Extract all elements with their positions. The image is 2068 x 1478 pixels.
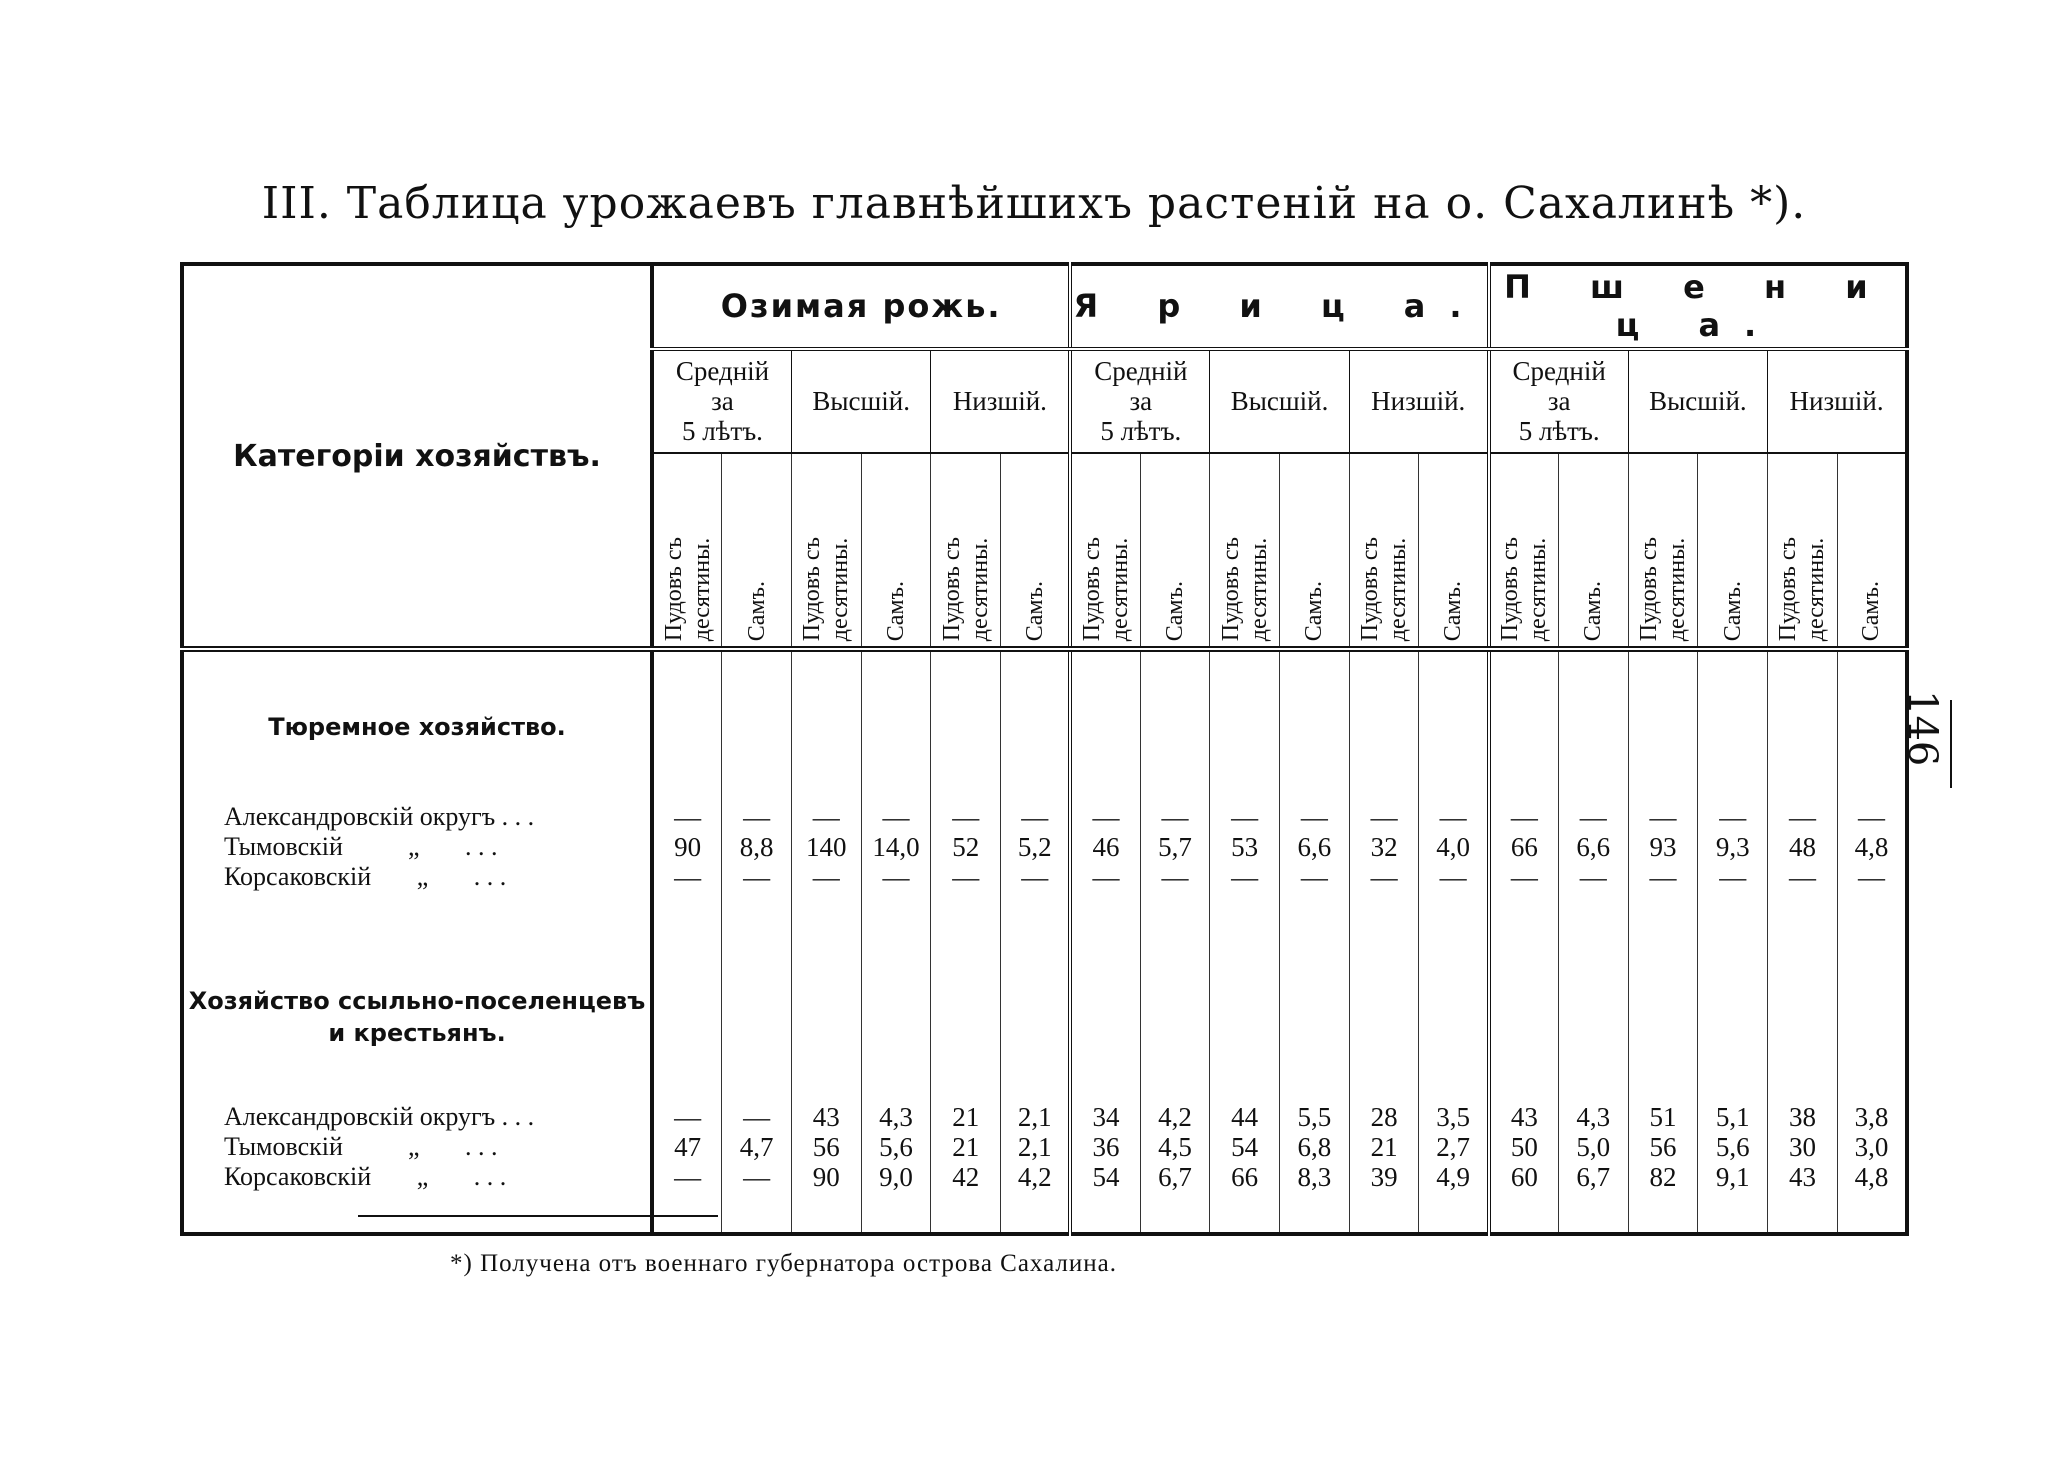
sub-header: Среднiй за 5 лѣтъ. [1489,349,1628,453]
table-cell: 21 [931,1102,1001,1132]
table-cell: — [1837,862,1907,892]
empty-cell [1558,892,1628,932]
empty-cell [791,1192,861,1234]
table-cell: 66 [1489,832,1559,862]
table-cell: 32 [1349,832,1419,862]
table-cell: 4,0 [1419,832,1489,862]
empty-cell [1628,932,1698,1102]
measure-header-poods [1210,453,1280,649]
table-cell: 4,3 [1558,1102,1628,1132]
table-cell: 4,8 [1837,1162,1907,1192]
empty-cell [1140,649,1210,802]
spacer-cell [182,892,652,932]
spacer-cell [182,1192,652,1234]
table-cell: — [1489,802,1559,832]
table-cell: — [1001,802,1071,832]
measure-header-label: Пудовъ съ десятины. [1775,536,1830,641]
table-cell: 44 [1210,1102,1280,1132]
measure-header-label: Пудовъ съ десятины. [1357,536,1412,641]
table-cell: — [931,862,1001,892]
empty-cell [791,932,861,1102]
empty-cell [1698,1192,1768,1234]
table-cell: — [931,802,1001,832]
table-cell: 6,6 [1280,832,1350,862]
empty-cell [1489,1192,1559,1234]
measure-header-sam [1558,453,1628,649]
table-cell: 60 [1489,1162,1559,1192]
table-cell: — [1628,862,1698,892]
sub-header: Высшiй. [791,349,930,453]
table-cell: — [1210,862,1280,892]
empty-cell [861,932,931,1102]
empty-cell [1140,892,1210,932]
empty-cell [1280,649,1350,802]
section-label-row [182,932,1907,1102]
empty-cell [722,649,792,802]
measure-header-poods [931,453,1001,649]
empty-cell [861,1192,931,1234]
empty-cell [1349,1192,1419,1234]
empty-cell [1698,649,1768,802]
table-cell: 47 [652,1132,722,1162]
measure-header-poods [791,453,861,649]
table-cell: 82 [1628,1162,1698,1192]
measure-header-sam [1837,453,1907,649]
empty-cell [1419,892,1489,932]
table-cell: 9,0 [861,1162,931,1192]
table-cell: — [1070,802,1140,832]
table-cell: — [1768,862,1838,892]
table-cell: — [652,862,722,892]
table-cell: 54 [1070,1162,1140,1192]
measure-header-label: Самъ. [1719,580,1746,641]
table-cell: 4,7 [722,1132,792,1162]
table-cell: — [1698,802,1768,832]
table-cell: 51 [1628,1102,1698,1132]
row-label: Александровскiй округъ . . . [224,1102,535,1131]
table-cell: 56 [1628,1132,1698,1162]
empty-cell [1349,892,1419,932]
table-cell: 5,1 [1698,1102,1768,1132]
table-cell: — [1001,862,1071,892]
table-cell: 38 [1768,1102,1838,1132]
table-cell: — [652,802,722,832]
table-cell: 5,0 [1558,1132,1628,1162]
measure-header-label: Самъ. [883,580,910,641]
table-cell: 43 [1768,1162,1838,1192]
empty-cell [931,932,1001,1102]
table-row [182,802,1907,832]
table-cell: 14,0 [861,832,931,862]
table-cell: 3,5 [1419,1102,1489,1132]
category-header: Категорiи хозяйствъ. [182,264,652,649]
spacer-row [182,892,1907,932]
table-cell: — [652,1162,722,1192]
empty-cell [652,649,722,802]
table-title: III. Таблица урожаевъ главнѣйшихъ растенiй на о. Сахалинѣ *). [261,178,1807,229]
empty-cell [1140,1192,1210,1234]
measure-header-label: Пудовъ съ десятины. [1217,536,1272,641]
table-cell: 56 [791,1132,861,1162]
table-cell: 4,8 [1837,832,1907,862]
empty-cell [1558,1192,1628,1234]
table-cell: 6,8 [1280,1132,1350,1162]
table-cell: 5,6 [1698,1132,1768,1162]
table-cell: — [722,862,792,892]
empty-cell [1489,892,1559,932]
empty-cell [1070,932,1140,1102]
empty-cell [1070,1192,1140,1234]
table-cell: — [1140,862,1210,892]
table-row [182,832,1907,862]
table-cell: 9,3 [1698,832,1768,862]
table-cell: — [1419,802,1489,832]
section-label: Хозяйство ссыльно-поселенцевъ и крестьянъ. [188,987,646,1047]
empty-cell [1001,649,1071,802]
empty-cell [791,649,861,802]
empty-cell [1210,649,1280,802]
measure-header-label: Пудовъ съ десятины. [1078,536,1133,641]
table-cell: — [652,1102,722,1132]
empty-cell [1628,892,1698,932]
section-label: Тюремное хозяйство. [268,713,566,741]
table-cell: 53 [1210,832,1280,862]
empty-cell [1489,932,1559,1102]
row-label: Тымовскiй „ . . . [224,832,498,861]
empty-cell [791,892,861,932]
table-cell: 4,2 [1001,1162,1071,1192]
measure-header-label: Самъ. [1021,580,1048,641]
table-cell: 48 [1768,832,1838,862]
empty-cell [1070,649,1140,802]
crop-header-rye: Озимая рожь. [652,264,1070,349]
measure-header-poods [1070,453,1140,649]
crop-header-wheat: П ш е н и ц а. [1489,264,1907,349]
table-cell: 90 [791,1162,861,1192]
table-cell: 6,7 [1140,1162,1210,1192]
table-cell: 4,2 [1140,1102,1210,1132]
empty-cell [1001,932,1071,1102]
table-cell: 6,6 [1558,832,1628,862]
row-label: Корсаковскiй „ . . . [224,1162,507,1191]
table-row [182,862,1907,892]
table-cell: 5,2 [1001,832,1071,862]
empty-cell [861,892,931,932]
empty-cell [1280,932,1350,1102]
measure-header-label: Пудовъ съ десятины. [1497,536,1552,641]
measure-header-label: Самъ. [1858,580,1885,641]
table-cell: 4,5 [1140,1132,1210,1162]
footnote: *) Получена отъ военнаго губернатора острова Сахалина. [450,1250,1118,1277]
row-label: Корсаковскiй „ . . . [224,862,507,891]
table-cell: 3,0 [1837,1132,1907,1162]
measure-header-label: Пудовъ съ десятины. [660,536,715,641]
empty-cell [931,892,1001,932]
table-cell: 93 [1628,832,1698,862]
measure-header-label: Пудовъ съ десятины. [799,536,854,641]
table-cell: 2,7 [1419,1132,1489,1162]
measure-header-poods [1349,453,1419,649]
table-cell: — [1419,862,1489,892]
empty-cell [1001,892,1071,932]
table-cell: — [791,862,861,892]
footnote-rule [358,1215,718,1217]
table-cell: — [791,802,861,832]
table-cell: — [1280,862,1350,892]
table-cell: — [1140,802,1210,832]
empty-cell [1349,649,1419,802]
row-label: Тымовскiй „ . . . [224,1132,498,1161]
measure-header-sam [1280,453,1350,649]
sub-header: Низшiй. [1349,349,1488,453]
measure-header-sam [1001,453,1071,649]
table-cell: — [1070,862,1140,892]
table-cell: 28 [1349,1102,1419,1132]
measure-header-poods [652,453,722,649]
table-cell: 21 [1349,1132,1419,1162]
empty-cell [1768,892,1838,932]
table-cell: 46 [1070,832,1140,862]
empty-cell [1489,649,1559,802]
sub-header: Среднiй за 5 лѣтъ. [652,349,791,453]
empty-cell [1280,892,1350,932]
empty-cell [1419,1192,1489,1234]
table-cell: — [1489,862,1559,892]
empty-cell [1070,892,1140,932]
table-cell: 34 [1070,1102,1140,1132]
empty-cell [931,1192,1001,1234]
measure-header-label: Самъ. [1161,580,1188,641]
measure-header-label: Самъ. [1580,580,1607,641]
table-cell: 66 [1210,1162,1280,1192]
table-cell: 4,3 [861,1102,931,1132]
empty-cell [1837,649,1907,802]
empty-cell [1628,649,1698,802]
empty-cell [722,892,792,932]
table-cell: 50 [1489,1132,1559,1162]
measure-header-label: Самъ. [1301,580,1328,641]
empty-cell [1558,932,1628,1102]
table-cell: — [722,1162,792,1192]
measure-header-label: Самъ. [743,580,770,641]
empty-cell [1837,892,1907,932]
sub-header: Низшiй. [931,349,1071,453]
measure-header-label: Пудовъ съ десятины. [938,536,993,641]
sub-header: Высшiй. [1628,349,1767,453]
table-cell: 5,5 [1280,1102,1350,1132]
table-cell: 36 [1070,1132,1140,1162]
measure-header-sam [722,453,792,649]
table-cell: 43 [1489,1102,1559,1132]
table-cell: 140 [791,832,861,862]
empty-cell [1210,932,1280,1102]
harvest-table [180,262,1905,1192]
table-cell: — [1349,862,1419,892]
table-cell: 6,7 [1558,1162,1628,1192]
measure-header-sam [1419,453,1489,649]
table-cell: 9,1 [1698,1162,1768,1192]
table-cell: 4,9 [1419,1162,1489,1192]
empty-cell [861,649,931,802]
empty-cell [1210,892,1280,932]
measure-header-label: Самъ. [1440,580,1467,641]
table-cell: 43 [791,1102,861,1132]
table-cell: — [1558,862,1628,892]
table-cell: 21 [931,1132,1001,1162]
empty-cell [652,932,722,1102]
empty-cell [652,892,722,932]
empty-cell [722,1192,792,1234]
table-row [182,1162,1907,1192]
empty-cell [1001,1192,1071,1234]
table-cell: 3,8 [1837,1102,1907,1132]
measure-header-sam [1698,453,1768,649]
table-cell: 42 [931,1162,1001,1192]
measure-header-label: Пудовъ съ десятины. [1636,536,1691,641]
empty-cell [1837,932,1907,1102]
crop-header-spring-wheat: Я р и ц а. [1070,264,1488,349]
empty-cell [1419,649,1489,802]
empty-cell [1558,649,1628,802]
spacer-row [182,1192,1907,1234]
table-row [182,1132,1907,1162]
table-cell: 5,7 [1140,832,1210,862]
table-row [182,1102,1907,1132]
empty-cell [1210,1192,1280,1234]
table-cell: — [1558,802,1628,832]
table-cell: — [1698,862,1768,892]
table-cell: — [722,1102,792,1132]
table-cell: 54 [1210,1132,1280,1162]
page-number-rule [1950,700,1952,788]
measure-header-sam [1140,453,1210,649]
row-label: Александровскiй округъ . . . [224,802,535,831]
empty-cell [1768,1192,1838,1234]
table-cell: — [1210,802,1280,832]
table-cell: — [861,802,931,832]
page-number: 146 [1899,690,1945,767]
sub-header: Среднiй за 5 лѣтъ. [1070,349,1209,453]
empty-cell [931,649,1001,802]
measure-header-poods [1489,453,1559,649]
empty-cell [1698,892,1768,932]
table-cell: 5,6 [861,1132,931,1162]
table-cell: — [1280,802,1350,832]
empty-cell [1140,932,1210,1102]
empty-cell [1837,1192,1907,1234]
empty-cell [1419,932,1489,1102]
table-cell: — [1768,802,1838,832]
table-cell: — [1628,802,1698,832]
empty-cell [1698,932,1768,1102]
measure-header-poods [1628,453,1698,649]
empty-cell [1768,932,1838,1102]
empty-cell [1280,1192,1350,1234]
table-cell: 90 [652,832,722,862]
table-cell: — [1349,802,1419,832]
table-cell: 39 [1349,1162,1419,1192]
empty-cell [722,932,792,1102]
sub-header: Высшiй. [1210,349,1349,453]
table-cell: 2,1 [1001,1132,1071,1162]
empty-cell [1628,1192,1698,1234]
measure-header-poods [1768,453,1838,649]
table-cell: 8,8 [722,832,792,862]
table-cell: 52 [931,832,1001,862]
table-cell: 8,3 [1280,1162,1350,1192]
sub-header: Низшiй. [1768,349,1907,453]
table-cell: 2,1 [1001,1102,1071,1132]
empty-cell [1768,649,1838,802]
table-cell: — [861,862,931,892]
section-label-row [182,649,1907,802]
empty-cell [652,1192,722,1234]
empty-cell [1349,932,1419,1102]
table-cell: — [722,802,792,832]
measure-header-sam [861,453,931,649]
table-cell: — [1837,802,1907,832]
table-cell: 30 [1768,1132,1838,1162]
